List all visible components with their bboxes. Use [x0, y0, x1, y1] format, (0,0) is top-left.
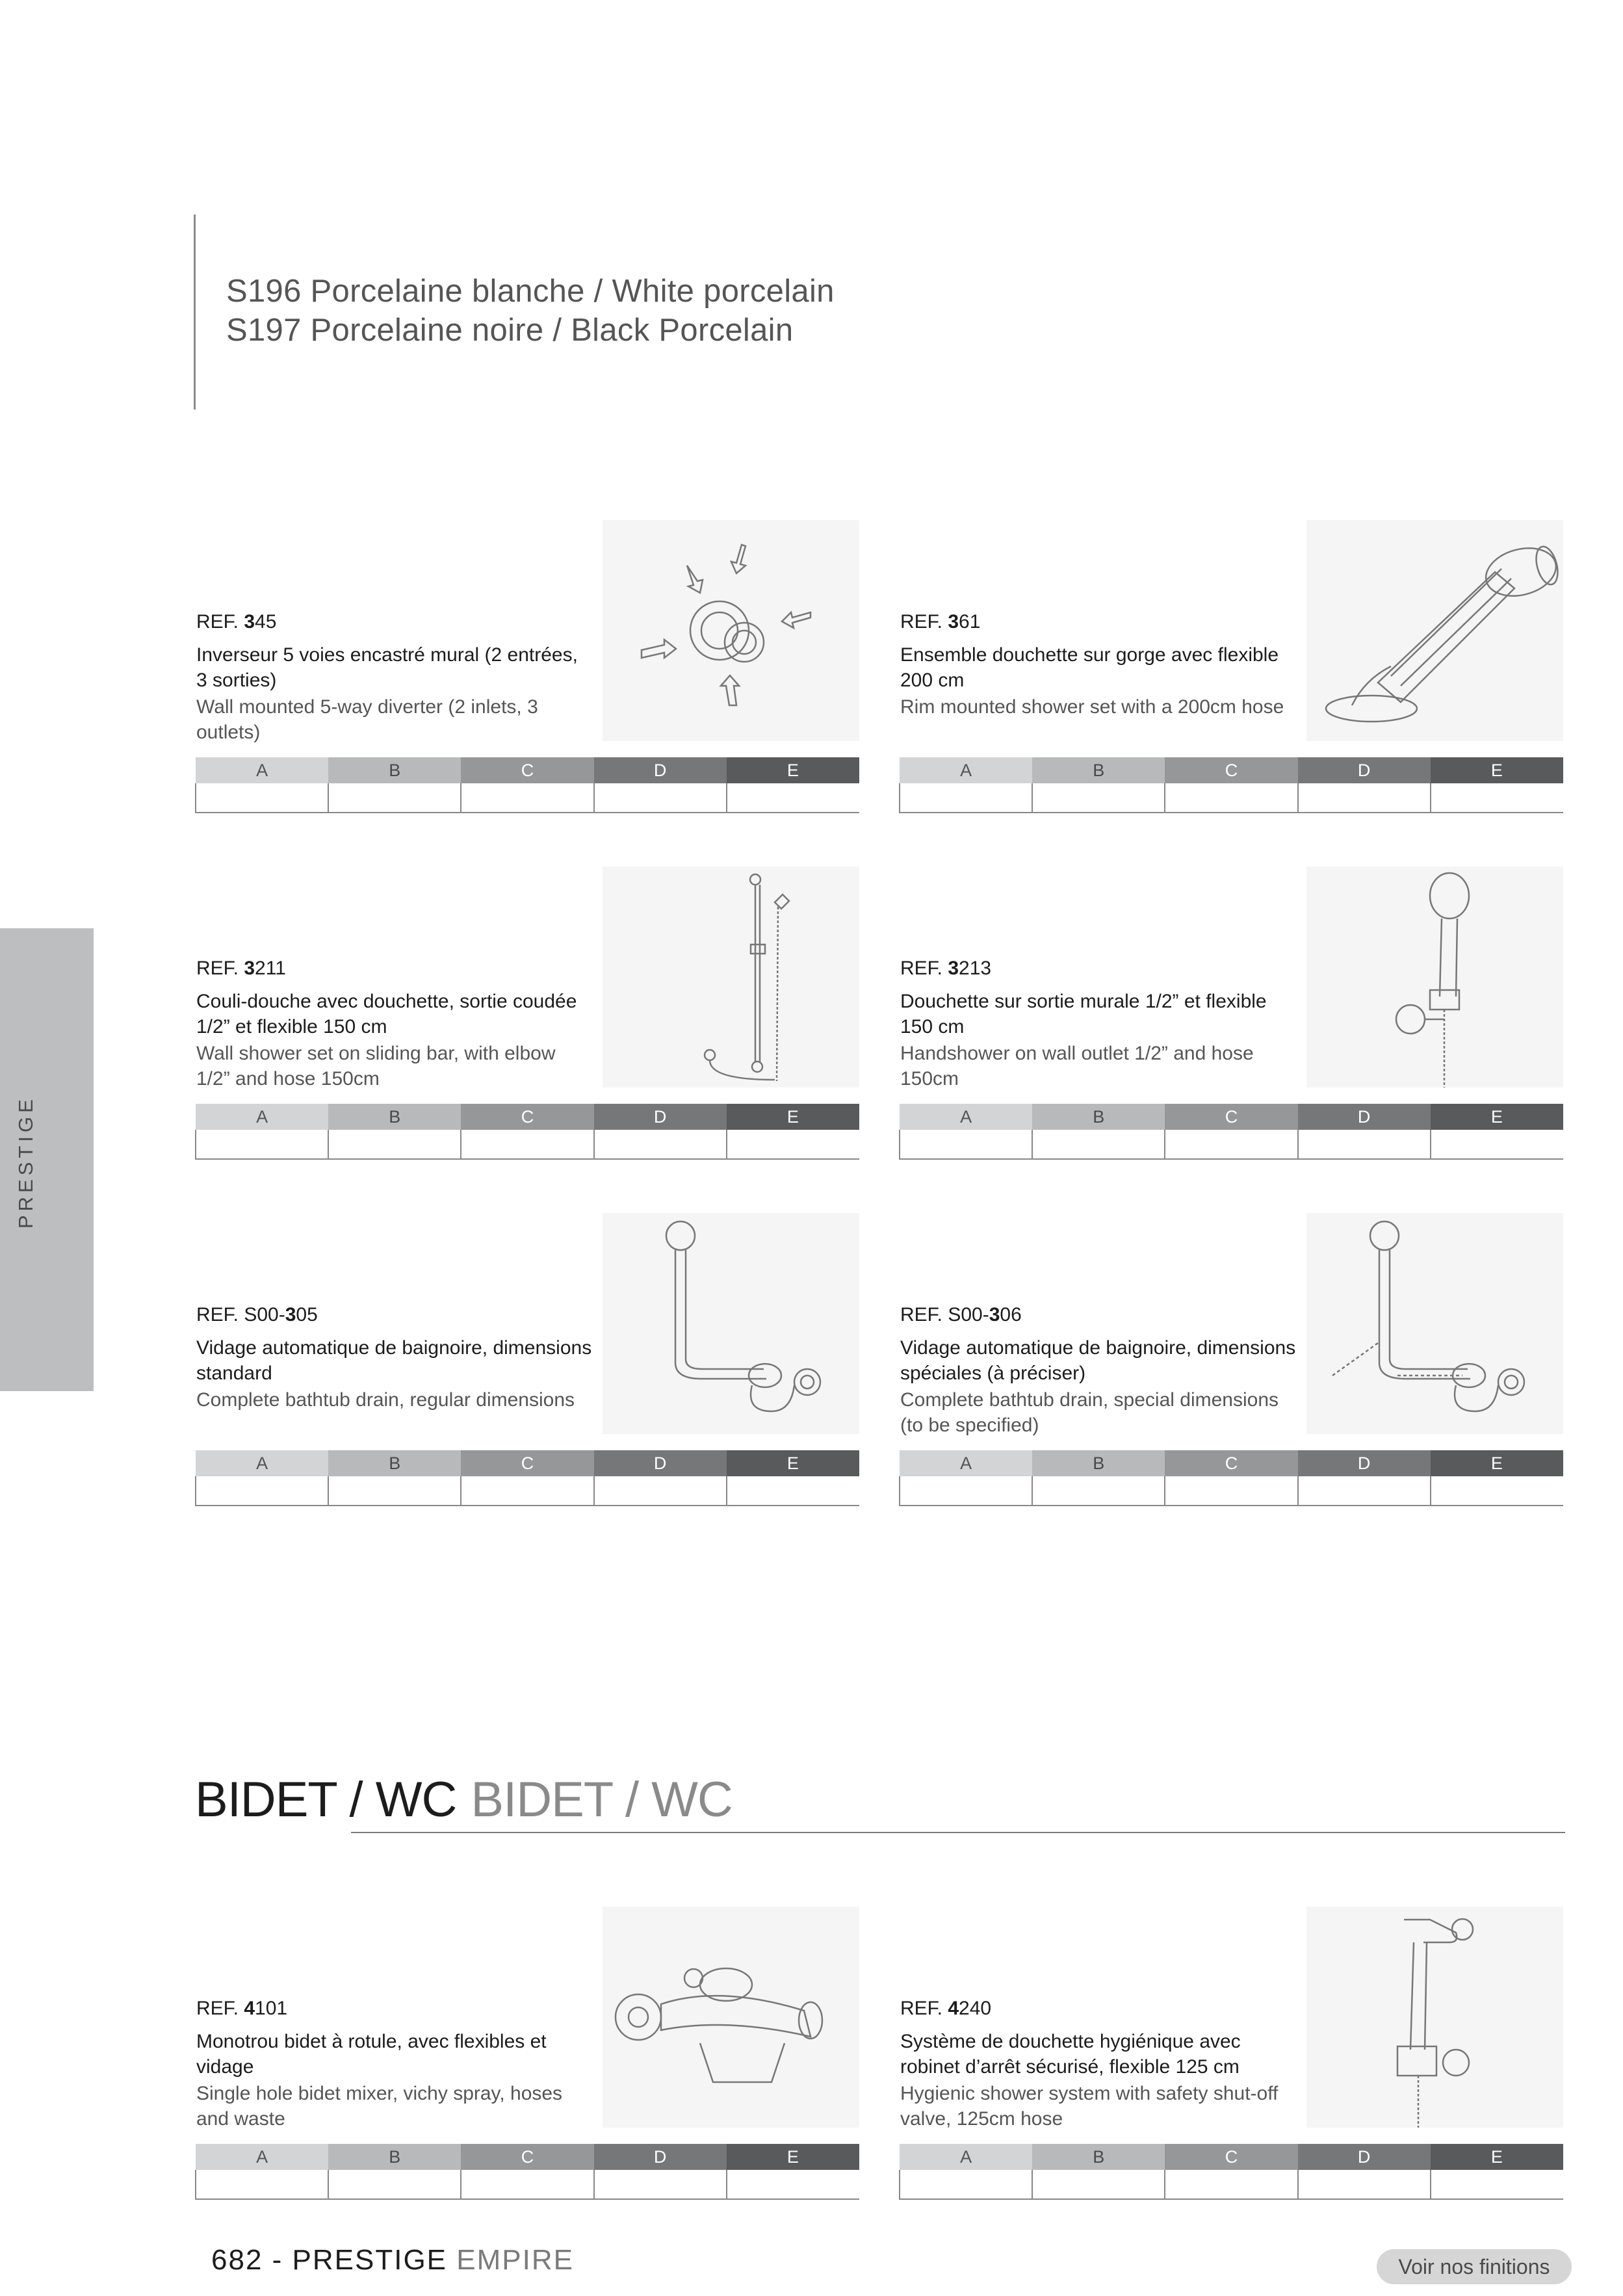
section-title-fr: BIDET / WC: [195, 1772, 457, 1827]
price-grid: A B C D E: [899, 2144, 1563, 2200]
footer-collection: EMPIRE: [456, 2244, 574, 2276]
product-description-en: Single hole bidet mixer, vichy spray, hoses and waste: [196, 2083, 563, 2130]
product-ref: REF. 361: [900, 611, 981, 633]
product-description-fr: Système de douchette hygiénique avec robinet d’arrêt sécurisé, flexible 125 cm: [900, 2031, 1241, 2078]
diverter-icon: [603, 520, 859, 741]
product-description-fr: Douchette sur sortie murale 1/2” et flexible 150 cm: [900, 991, 1267, 1037]
bathtub-drain-special-icon: [1306, 1213, 1563, 1434]
product-ref: REF. 3211: [196, 958, 286, 979]
sliding-bar-icon: [603, 867, 859, 1088]
product-description-fr: Ensemble douchette sur gorge avec flexible 200 cm: [900, 644, 1279, 691]
bidet-mixer-icon: [603, 1907, 859, 2128]
product-description-en: Wall shower set on sliding bar, with elbow 1/2” and hose 150cm: [196, 1043, 556, 1089]
page-number: 682 -: [211, 2244, 283, 2276]
product-ref: REF. S00-306: [900, 1304, 1022, 1325]
finishes-divider: [194, 215, 196, 410]
price-grid: A B C D E: [195, 1450, 859, 1506]
product-description-fr: Couli-douche avec douchette, sortie coudée 1/2” et flexible 150 cm: [196, 991, 577, 1037]
product-ref: REF. 4240: [900, 1998, 992, 2019]
product-description-en: Handshower on wall outlet 1/2” and hose 150cm: [900, 1043, 1254, 1089]
product-ref: REF. 4101: [196, 1998, 288, 2019]
product-ref: REF. S00-305: [196, 1304, 318, 1325]
product-description-fr: Inverseur 5 voies encastré mural (2 entrées, 3 sorties): [196, 644, 578, 691]
price-grid: A B C D E: [195, 2144, 859, 2200]
finish-black: S197 Porcelaine noire / Black Porcelain: [226, 313, 794, 348]
price-grid: A B C D E: [899, 757, 1563, 813]
wall-outlet-shower-icon: [1306, 867, 1563, 1088]
handshower-icon: [1306, 520, 1563, 741]
view-finishes-button[interactable]: Voir nos finitions: [1377, 2249, 1572, 2284]
product-description-en: Rim mounted shower set with a 200cm hose: [900, 696, 1284, 718]
finish-white: S196 Porcelaine blanche / White porcelain: [226, 274, 835, 309]
price-grid: A B C D E: [195, 757, 859, 813]
product-description-fr: Vidage automatique de baignoire, dimensions spéciales (à préciser): [900, 1337, 1296, 1384]
product-description-fr: Monotrou bidet à rotule, avec flexibles et vidage: [196, 2031, 547, 2078]
page-footer: [211, 2244, 574, 2276]
price-grid: A B C D E: [899, 1104, 1563, 1160]
product-ref: REF. 345: [196, 611, 277, 633]
product-description-en: Hygienic shower system with safety shut-off valve, 125cm hose: [900, 2083, 1279, 2130]
product-description-en: Wall mounted 5-way diverter (2 inlets, 3 outlets): [196, 696, 538, 743]
product-description-en: Complete bathtub drain, regular dimensions: [196, 1389, 575, 1411]
section-title: [195, 1771, 733, 1828]
price-grid: A B C D E: [195, 1104, 859, 1160]
side-tab-label: PRESTIGE: [14, 1095, 37, 1229]
section-title-en: BIDET / WC: [471, 1772, 733, 1827]
product-description-en: Complete bathtub drain, special dimensions (to be specified): [900, 1389, 1279, 1436]
section-divider: [351, 1832, 1565, 1833]
price-grid: A B C D E: [899, 1450, 1563, 1506]
bathtub-drain-icon: [603, 1213, 859, 1434]
footer-brand: PRESTIGE: [292, 2244, 448, 2276]
product-description-fr: Vidage automatique de baignoire, dimensions standard: [196, 1337, 592, 1384]
product-ref: REF. 3213: [900, 958, 992, 979]
hygienic-shower-icon: [1306, 1907, 1563, 2128]
